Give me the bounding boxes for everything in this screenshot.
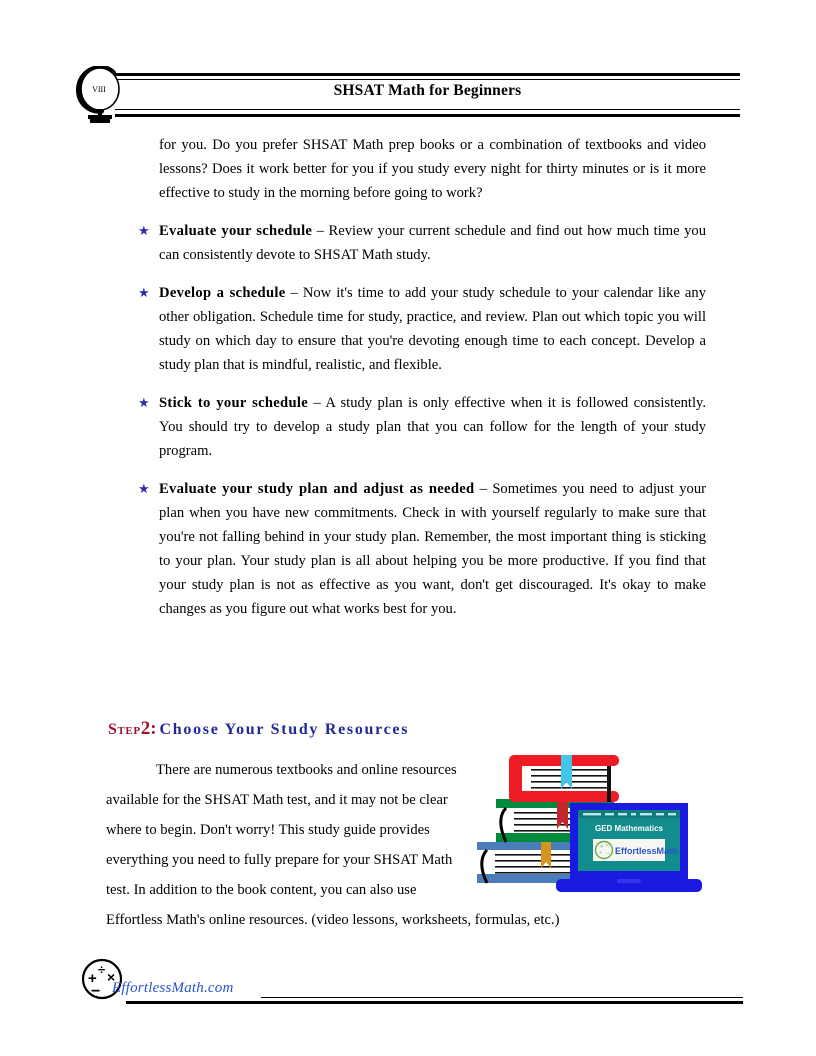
page-title: SHSAT Math for Beginners bbox=[333, 82, 522, 99]
bullet-dash: – bbox=[285, 285, 303, 301]
intro-paragraph: for you. Do you prefer SHSAT Math prep books or a combination of textbooks and video lessons? Does it work better for you if you study every night for thirty minutes or is it more effective to study in the morning before going to work? bbox=[159, 137, 706, 201]
study-resources-illustration bbox=[471, 747, 706, 897]
bullet-lead-label: Evaluate your schedule bbox=[159, 223, 313, 239]
plus-icon: + bbox=[88, 970, 97, 987]
lower-paragraph-text: There are numerous textbooks and online resources available for the SHSAT Math test, and it may not be clear where to begin. Don't worry! This study guide provides everything you need to fully prepare for your SHSAT Math test. In addition to the book content, you can also use Effortless Math's online resources. (video lessons, worksheets, formulas, etc.) bbox=[106, 762, 560, 928]
minus-icon: − bbox=[91, 983, 101, 1000]
bullet-dash: – bbox=[308, 395, 326, 411]
steps-bullet-list bbox=[106, 219, 706, 621]
svg-text:÷: ÷ bbox=[599, 850, 603, 856]
svg-text:×: × bbox=[606, 843, 609, 849]
list-item bbox=[106, 391, 706, 463]
books-and-laptop-svg bbox=[471, 747, 706, 897]
bullet-dash: – bbox=[474, 481, 493, 497]
main-content bbox=[106, 133, 706, 635]
star-bullet-icon: ★ bbox=[138, 223, 150, 238]
page-header bbox=[75, 68, 740, 124]
header-rule-thin-bottom bbox=[115, 109, 740, 110]
laptop-logo-text: EffortlessMath bbox=[615, 846, 678, 856]
step-word-label: Step bbox=[108, 721, 141, 738]
lower-section bbox=[106, 755, 706, 935]
laptop-screen-title: GED Mathematics bbox=[594, 824, 664, 833]
step-title-label: Choose Your Study Resources bbox=[159, 721, 410, 738]
laptop-icon bbox=[556, 803, 702, 892]
section-heading bbox=[108, 718, 409, 740]
page-number: viii bbox=[92, 83, 106, 95]
globe-icon bbox=[75, 66, 129, 126]
header-rule-thick-top bbox=[115, 73, 740, 76]
bullet-text: Now it's time to add your study schedule to your calendar like any other obligation. Schedule time for study, practice, and review. Plan out which topic you will study on which day to ensure that you're devoting enough time to each concept. Develop a study plan that is mindful, realistic, and flexible. bbox=[159, 285, 707, 373]
effortless-math-link[interactable]: EffortlessMath.com bbox=[112, 980, 234, 996]
list-item bbox=[106, 477, 706, 621]
times-icon: × bbox=[107, 969, 116, 985]
header-rule-thick-bottom bbox=[115, 114, 740, 117]
svg-text:+: + bbox=[600, 844, 604, 850]
bullet-text: A study plan is only effective when it is followed consistently. You should try to develop a study plan that you can follow for the length of your study program. bbox=[159, 395, 707, 459]
bullet-text: Review your current schedule and find out how much time you can consistently devote to SHSAT Math study. bbox=[159, 223, 706, 263]
bullet-lead-label: Evaluate your study plan and adjust as needed bbox=[159, 481, 475, 497]
list-item bbox=[106, 219, 706, 267]
star-bullet-icon: ★ bbox=[138, 285, 150, 300]
illustration-canvas bbox=[471, 747, 706, 897]
star-bullet-icon: ★ bbox=[138, 395, 150, 410]
bullet-dash: – bbox=[312, 223, 329, 239]
star-bullet-icon: ★ bbox=[138, 481, 150, 496]
divide-icon: ÷ bbox=[98, 962, 106, 977]
top-book-icon bbox=[509, 755, 619, 802]
footer-rule-thick bbox=[126, 1001, 743, 1004]
page-footer bbox=[78, 958, 743, 1008]
list-item bbox=[106, 281, 706, 377]
svg-text:−: − bbox=[607, 851, 611, 857]
step-colon: : bbox=[150, 718, 157, 739]
bullet-lead-label: Stick to your schedule bbox=[159, 395, 309, 411]
step-number-label: 2 bbox=[140, 718, 151, 739]
header-rule-thin-top bbox=[115, 79, 740, 80]
bullet-lead-label: Develop a schedule bbox=[159, 285, 286, 301]
footer-rule-thin bbox=[261, 997, 743, 998]
bullet-text: Sometimes you need to adjust your plan when you have new commitments. Check in with yourself regularly to make sure that you're not falling behind in your study plan. Remember, the most important thing is sticking to your plan. Your study plan is all about helping you be more productive. If you find that your study plan is not as effective as you want, don't get discouraged. It's okay to make changes as you figure out what works best for you. bbox=[159, 481, 707, 617]
